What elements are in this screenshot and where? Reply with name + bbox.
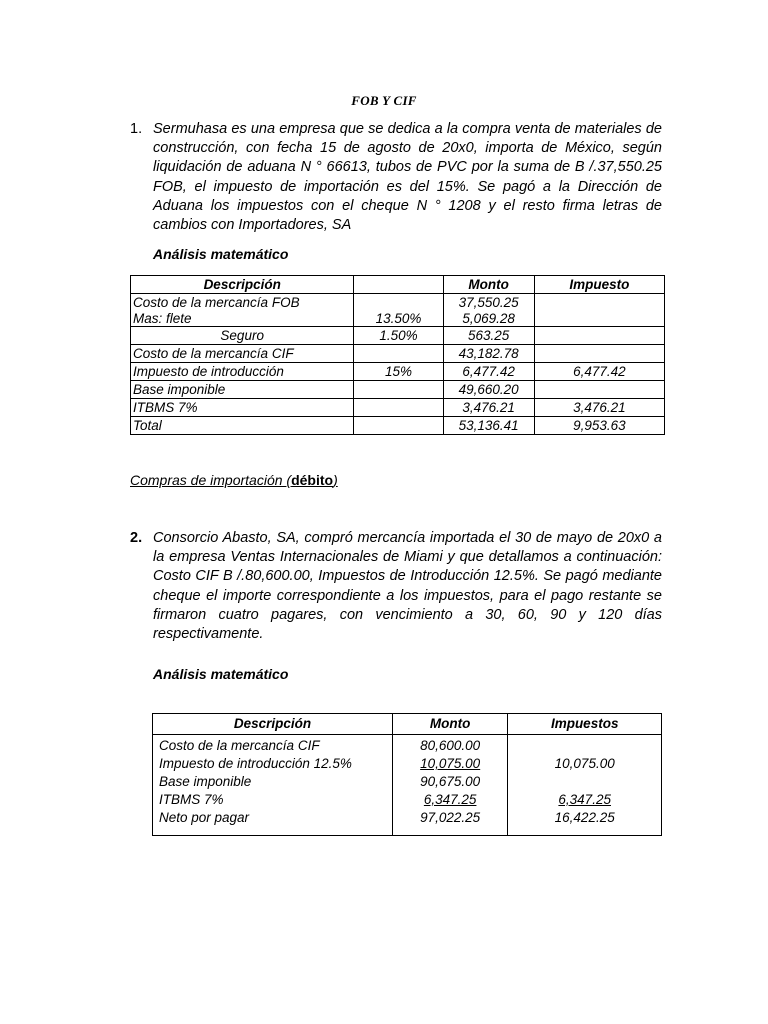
table1-header-impuesto: Impuesto bbox=[534, 276, 664, 294]
list-item: Costo de la mercancía CIF bbox=[159, 738, 320, 753]
table-cell-imp: 6,477.42 bbox=[534, 363, 664, 381]
exercise-2-text: Consorcio Abasto, SA, compró mercancía importada el 30 de mayo de 20x0 a la empresa Ventas Internacionales de Miami y que detallamos a continuación: Costo CIF B /.80,600.00, Impuestos de Introducción 12.5%. Se pagó mediante cheque el importe correspondiente a los impuestos, para el pago restante se firmaron cuatro pagares, con vencimiento a 30, 60, 90 y 120 días respectivamente. bbox=[153, 530, 662, 643]
pct-flete: 13.50% bbox=[375, 311, 422, 326]
table2-impuestos bbox=[508, 735, 662, 836]
list-item: 10,075.00 bbox=[554, 756, 615, 771]
table-row bbox=[131, 294, 665, 327]
table-cell-imp bbox=[534, 327, 664, 345]
list-item: 90,675.00 bbox=[420, 774, 481, 789]
table-cell-monto: 563.25 bbox=[443, 327, 534, 345]
analysis-table-1 bbox=[130, 275, 665, 435]
table-row bbox=[131, 417, 665, 435]
exercise-2-number: 2. bbox=[130, 530, 143, 546]
compras-suffix: ) bbox=[333, 472, 338, 488]
table-cell-desc: Impuesto de introducción bbox=[131, 363, 354, 381]
exercise-1-number: 1. bbox=[130, 121, 143, 137]
table1-header-percent bbox=[354, 276, 443, 294]
list-item: 6,347.25 bbox=[423, 792, 477, 807]
list-item: 16,422.25 bbox=[554, 810, 615, 825]
table-cell-monto: 53,136.41 bbox=[443, 417, 534, 435]
table-row bbox=[131, 363, 665, 381]
compras-importacion-label bbox=[130, 472, 338, 488]
table-cell-pct bbox=[354, 381, 443, 399]
list-item: Base imponible bbox=[159, 774, 252, 789]
table-cell-pct: 1.50% bbox=[354, 327, 443, 345]
list-item: 6,347.25 bbox=[558, 792, 611, 807]
table-cell-monto bbox=[443, 294, 534, 327]
list-item: Neto por pagar bbox=[159, 810, 250, 825]
table-cell-pct bbox=[354, 294, 443, 327]
table1-header-monto: Monto bbox=[443, 276, 534, 294]
table-row bbox=[131, 345, 665, 363]
table2-header-row bbox=[153, 714, 662, 735]
list-item: Impuesto de introducción 12.5% bbox=[159, 756, 352, 771]
monto-flete: 5,069.28 bbox=[462, 311, 515, 326]
table2-header-monto: Monto bbox=[392, 714, 507, 735]
table1-header-descripcion: Descripción bbox=[131, 276, 354, 294]
compras-prefix: Compras de importación ( bbox=[130, 472, 292, 488]
table2-montos bbox=[392, 735, 507, 836]
table-cell-desc: Total bbox=[131, 417, 354, 435]
table-cell-desc: Base imponible bbox=[131, 381, 354, 399]
table-cell-monto: 3,476.21 bbox=[443, 399, 534, 417]
table-cell-imp: 9,953.63 bbox=[534, 417, 664, 435]
analysis-heading-2: Análisis matemático bbox=[153, 666, 289, 682]
table2-header-impuestos: Impuestos bbox=[508, 714, 662, 735]
table-cell-imp bbox=[534, 381, 664, 399]
list-item: 97,022.25 bbox=[420, 810, 481, 825]
table-cell-pct bbox=[354, 399, 443, 417]
analysis-heading-1: Análisis matemático bbox=[153, 246, 289, 262]
list-item bbox=[514, 773, 655, 791]
compras-debito: débito bbox=[291, 472, 334, 488]
desc-flete: Mas: flete bbox=[133, 311, 192, 326]
desc-fob: Costo de la mercancía FOB bbox=[133, 295, 300, 310]
table-cell-imp bbox=[534, 345, 664, 363]
table-cell-desc: ITBMS 7% bbox=[131, 399, 354, 417]
table-cell-monto: 6,477.42 bbox=[443, 363, 534, 381]
table-cell-imp: 3,476.21 bbox=[534, 399, 664, 417]
pct-fob bbox=[356, 294, 440, 310]
table1-header-row bbox=[131, 276, 665, 294]
table-cell-pct: 15% bbox=[354, 363, 443, 381]
analysis-table-2 bbox=[152, 713, 662, 836]
table-cell-pct bbox=[354, 417, 443, 435]
exercise-1-text: Sermuhasa es una empresa que se dedica a la compra venta de materiales de construcción, con fecha 15 de agosto de 20x0, importa de México, según liquidación de aduana N ° 66613, tubos de PVC por la suma de B /.37,550.25 FOB, el impuesto de importación es del 15%. Se pagó a la Dirección de Aduana los impuestos con el cheque N ° 1208 y el resto firma letras de cambios con Importadores, SA bbox=[153, 121, 662, 234]
table2-header-descripcion: Descripción bbox=[153, 714, 393, 735]
table-cell-desc bbox=[131, 294, 354, 327]
table-row bbox=[131, 327, 665, 345]
list-item bbox=[514, 737, 655, 755]
monto-fob: 37,550.25 bbox=[458, 295, 519, 310]
table-cell-monto: 49,660.20 bbox=[443, 381, 534, 399]
table-row bbox=[131, 399, 665, 417]
table-cell-pct bbox=[354, 345, 443, 363]
table2-descriptions bbox=[153, 735, 393, 836]
list-item: ITBMS 7% bbox=[159, 792, 224, 807]
table-cell-monto: 43,182.78 bbox=[443, 345, 534, 363]
table-cell-imp bbox=[534, 294, 664, 327]
table-cell-desc: Costo de la mercancía CIF bbox=[131, 345, 354, 363]
document-title: FOB Y CIF bbox=[351, 93, 417, 108]
table-row bbox=[131, 381, 665, 399]
table2-body-row bbox=[153, 735, 662, 836]
list-item: 10,075.00 bbox=[420, 756, 481, 771]
list-item: 80,600.00 bbox=[420, 738, 481, 753]
table-cell-desc: Seguro bbox=[131, 327, 354, 345]
